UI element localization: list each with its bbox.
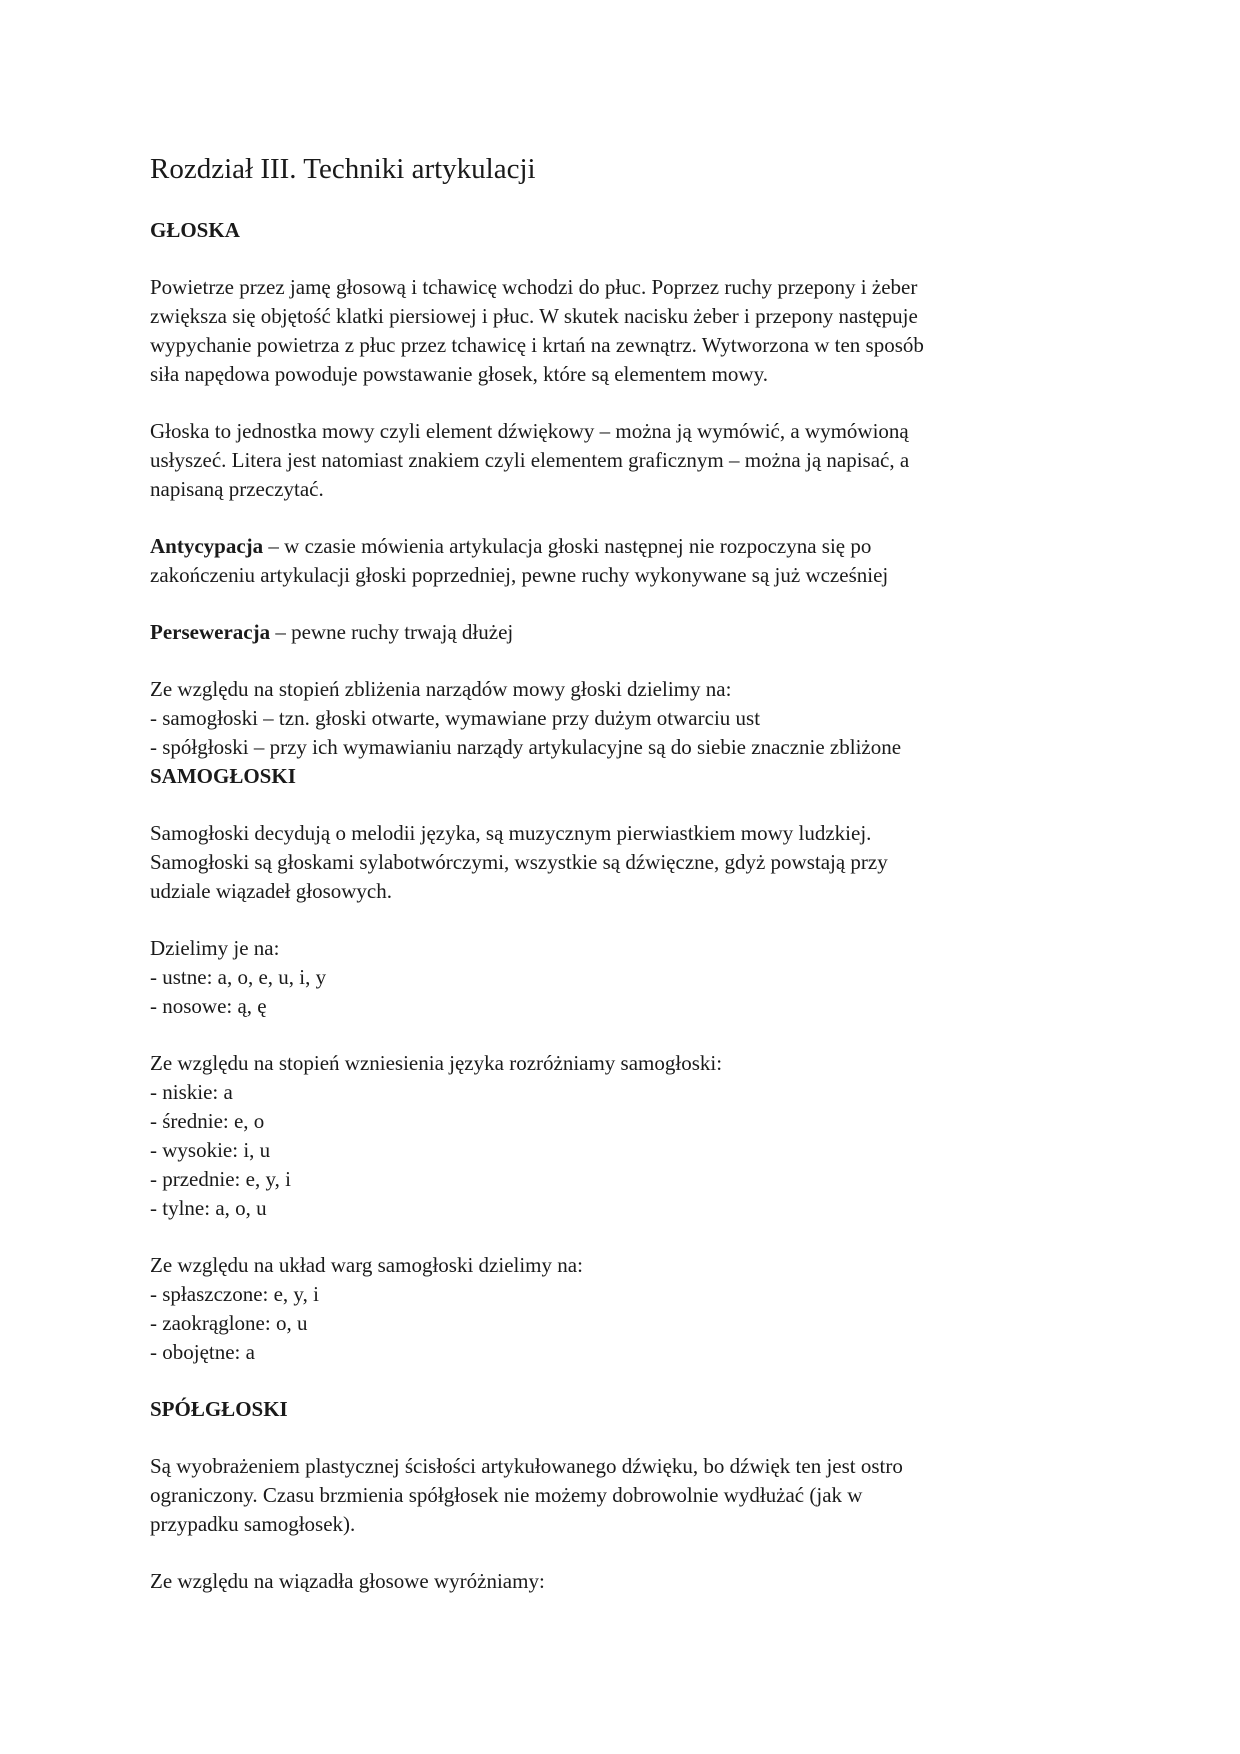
text-line: Powietrze przez jamę głosową i tchawicę wchodzi do płuc. Poprzez ruchy przepony i żeber: [150, 275, 918, 299]
samogloski-paragraph-1: [150, 819, 1100, 906]
list-item: - niskie: a: [150, 1080, 233, 1104]
term-antycypacja: Antycypacja: [150, 534, 264, 558]
samogloski-list-1: [150, 934, 1100, 1021]
text-line: Samogłoski są głoskami sylabotwórczymi, wszystkie są dźwięczne, gdyż powstają przy: [150, 850, 888, 874]
list-item: - nosowe: ą, ę: [150, 994, 267, 1018]
text-line: Głoska to jednostka mowy czyli element dźwiękowy – można ją wymówić, a wymówioną: [150, 419, 909, 443]
definition-text: – pewne ruchy trwają dłużej: [270, 620, 514, 644]
text-line: udziale wiązadeł głosowych.: [150, 879, 392, 903]
list-item: - średnie: e, o: [150, 1109, 265, 1133]
gloska-division-list: [150, 675, 1100, 762]
text-line: [150, 618, 1100, 647]
antycypacja-definition: [150, 532, 1100, 590]
text-line: ograniczony. Czasu brzmienia spółgłosek nie możemy dobrowolnie wydłużać (jak w: [150, 1483, 863, 1507]
spolgloski-paragraph-2: [150, 1567, 1100, 1596]
list-item: Dzielimy je na:: [150, 936, 280, 960]
list-item: Ze względu na stopień zbliżenia narządów mowy głoski dzielimy na:: [150, 677, 732, 701]
text-line: przypadku samogłosek).: [150, 1512, 356, 1536]
text-line: napisaną przeczytać.: [150, 477, 324, 501]
text-line: usłyszeć. Litera jest natomiast znakiem czyli elementem graficznym – można ją napisać, a: [150, 448, 910, 472]
list-item: - spółgłoski – przy ich wymawianiu narządy artykulacyjne są do siebie znacznie zbliżone: [150, 735, 902, 759]
list-item: - samogłoski – tzn. głoski otwarte, wymawiane przy dużym otwarciu ust: [150, 706, 761, 730]
text-line: siła napędowa powoduje powstawanie głosek, które są elementem mowy.: [150, 362, 768, 386]
text-line: zakończeniu artykulacji głoski poprzedniej, pewne ruchy wykonywane są już wcześniej: [150, 563, 889, 587]
list-item: - przednie: e, y, i: [150, 1167, 291, 1191]
chapter-title: Rozdział III. Techniki artykulacji: [150, 153, 536, 185]
list-item: - zaokrąglone: o, u: [150, 1311, 308, 1335]
gloska-paragraph-1: [150, 273, 1100, 389]
list-item: - tylne: a, o, u: [150, 1196, 267, 1220]
text-line: zwiększa się objętość klatki piersiowej i płuc. W skutek nacisku żeber i przepony następuje: [150, 304, 918, 328]
list-item: Ze względu na stopień wzniesienia języka rozróżniamy samogłoski:: [150, 1051, 723, 1075]
text-line: Samogłoski decydują o melodii języka, są muzycznym pierwiastkiem mowy ludzkiej.: [150, 821, 872, 845]
samogloski-list-2: [150, 1049, 1100, 1223]
perseweracja-definition: [150, 618, 1100, 647]
list-item: Ze względu na układ warg samogłoski dzielimy na:: [150, 1253, 583, 1277]
document-page: [150, 148, 1100, 1624]
list-item: - obojętne: a: [150, 1340, 255, 1364]
section-heading-gloska: GŁOSKA: [150, 218, 240, 242]
text-line: Są wyobrażeniem plastycznej ścisłości artykułowanego dźwięku, bo dźwięk ten jest ostro: [150, 1454, 903, 1478]
text-line: Ze względu na wiązadła głosowe wyróżniamy:: [150, 1569, 545, 1593]
list-item: - spłaszczone: e, y, i: [150, 1282, 319, 1306]
list-item: - ustne: a, o, e, u, i, y: [150, 965, 327, 989]
section-heading-samogloski: SAMOGŁOSKI: [150, 764, 296, 788]
list-item: - wysokie: i, u: [150, 1138, 271, 1162]
term-perseweracja: Perseweracja: [150, 620, 271, 644]
text-line: wypychanie powietrza z płuc przez tchawicę i krtań na zewnątrz. Wytworzona w ten sposób: [150, 333, 924, 357]
gloska-paragraph-2: [150, 417, 1100, 504]
definition-text: – w czasie mówienia artykulacja głoski następnej nie rozpoczyna się po: [263, 534, 872, 558]
samogloski-list-3: [150, 1251, 1100, 1367]
text-line: [150, 532, 1100, 561]
section-heading-spolgloski: SPÓŁGŁOSKI: [150, 1397, 288, 1421]
spolgloski-paragraph-1: [150, 1452, 1100, 1539]
